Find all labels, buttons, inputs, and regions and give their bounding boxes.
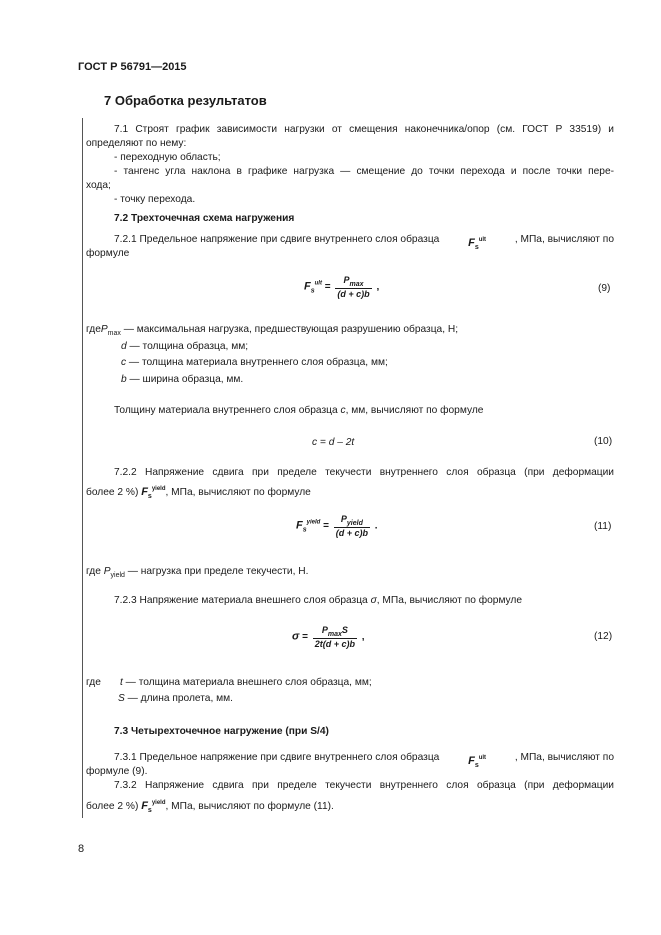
equation-11: $F_s^{yield}$ = $\frac{P_{yield}}{(d + c)b}$ . bbox=[296, 514, 378, 538]
text-fragment: , МПа, вычисляют по bbox=[514, 752, 614, 763]
where-b: b — ширина образца, мм. bbox=[121, 374, 244, 385]
paragraph-7-2-3: 7.2.3 Напряжение материала внешнего слоя образца σ, МПа, вычисляют по формуле bbox=[114, 595, 523, 606]
document-code: ГОСТ Р 56791—2015 bbox=[78, 61, 187, 73]
where-pmax: гдеP$_{max}$ — максимальная нагрузка, предшествующая разрушению образца, Н; bbox=[86, 324, 459, 337]
paragraph-7-3-1-line-1 bbox=[114, 751, 614, 773]
paragraph-7-1-line-2: определяют по нему: bbox=[86, 138, 187, 149]
inline-formula: $F_s^{ult}$ bbox=[468, 755, 487, 769]
where-s: S — длина пролета, мм. bbox=[118, 693, 233, 704]
text-fragment: 7.3.1 Предельное напряжение при сдвиге внутреннего слоя образца bbox=[114, 752, 440, 763]
text-fragment: , МПа, вычисляют по bbox=[514, 234, 614, 245]
paragraph-7-2-1-line-2: формуле bbox=[86, 248, 130, 259]
equation-number-10: (10) bbox=[594, 436, 613, 447]
equation-number-11: (11) bbox=[594, 521, 612, 532]
change-bar bbox=[82, 118, 83, 818]
where-label-3: где bbox=[86, 677, 101, 688]
page-number: 8 bbox=[78, 843, 85, 855]
list-item-continuation: хода; bbox=[86, 180, 111, 191]
where-pyield: где $P_{yield}$ — нагрузка при пределе текучести, Н. bbox=[86, 566, 309, 579]
paragraph-7-2-2-line-2: более 2 %) $F_s^{yield}$, МПа, вычисляют по формуле bbox=[86, 486, 311, 500]
equation-12: σ = $\frac{P_{max}S}{2t(d + c)b}$ , bbox=[292, 625, 365, 649]
text-fragment: 7.2.1 Предельное напряжение при сдвиге внутреннего слоя образца bbox=[114, 234, 440, 245]
equation-number-9: (9) bbox=[598, 283, 611, 294]
equation-number-12: (12) bbox=[594, 631, 613, 642]
paragraph-7-3-2-line-1: 7.3.2 Напряжение сдвига при пределе текучести внутреннего слоя образца (при деформации bbox=[114, 780, 614, 791]
equation-10: c = d – 2t bbox=[312, 437, 355, 448]
equation-9: $F_s^{ult}$ = $\frac{P_{max}}{(d + c)b}$ , bbox=[304, 275, 380, 299]
list-item: - тангенс угла наклона в графике нагрузка — смещение до точки перехода и после точки пере- bbox=[114, 166, 614, 177]
section-title: 7 Обработка результатов bbox=[104, 93, 267, 108]
subsection-title-7-2: 7.2 Трехточечная схема нагружения bbox=[114, 213, 295, 224]
where-c: c — толщина материала внутреннего слоя образца, мм; bbox=[121, 357, 388, 368]
paragraph-7-3-2-line-2: более 2 %) $F_s^{yield}$, МПа, вычисляют по формуле (11). bbox=[86, 800, 334, 814]
paragraph-7-1-line-1: 7.1 Строят график зависимости нагрузки от смещения наконечника/опор (см. ГОСТ Р 33519) и bbox=[114, 124, 614, 135]
paragraph-7-2-2-line-1: 7.2.2 Напряжение сдвига при пределе текучести внутреннего слоя образца (при деформации bbox=[114, 467, 614, 478]
paragraph-7-3-1-line-2: формуле (9). bbox=[86, 766, 148, 777]
thickness-paragraph: Толщину материала внутреннего слоя образца c, мм, вычисляют по формуле bbox=[114, 405, 484, 416]
where-t: t — толщина материала внешнего слоя образца, мм; bbox=[120, 677, 372, 688]
where-d: d — толщина образца, мм; bbox=[121, 341, 249, 352]
paragraph-7-2-1-line-1 bbox=[114, 233, 614, 255]
subsection-title-7-3: 7.3 Четырехточечное нагружение (при S/4) bbox=[114, 726, 329, 737]
list-item: - переходную область; bbox=[114, 152, 221, 163]
inline-formula: $F_s^{ult}$ bbox=[468, 237, 487, 251]
list-item: - точку перехода. bbox=[114, 194, 196, 205]
